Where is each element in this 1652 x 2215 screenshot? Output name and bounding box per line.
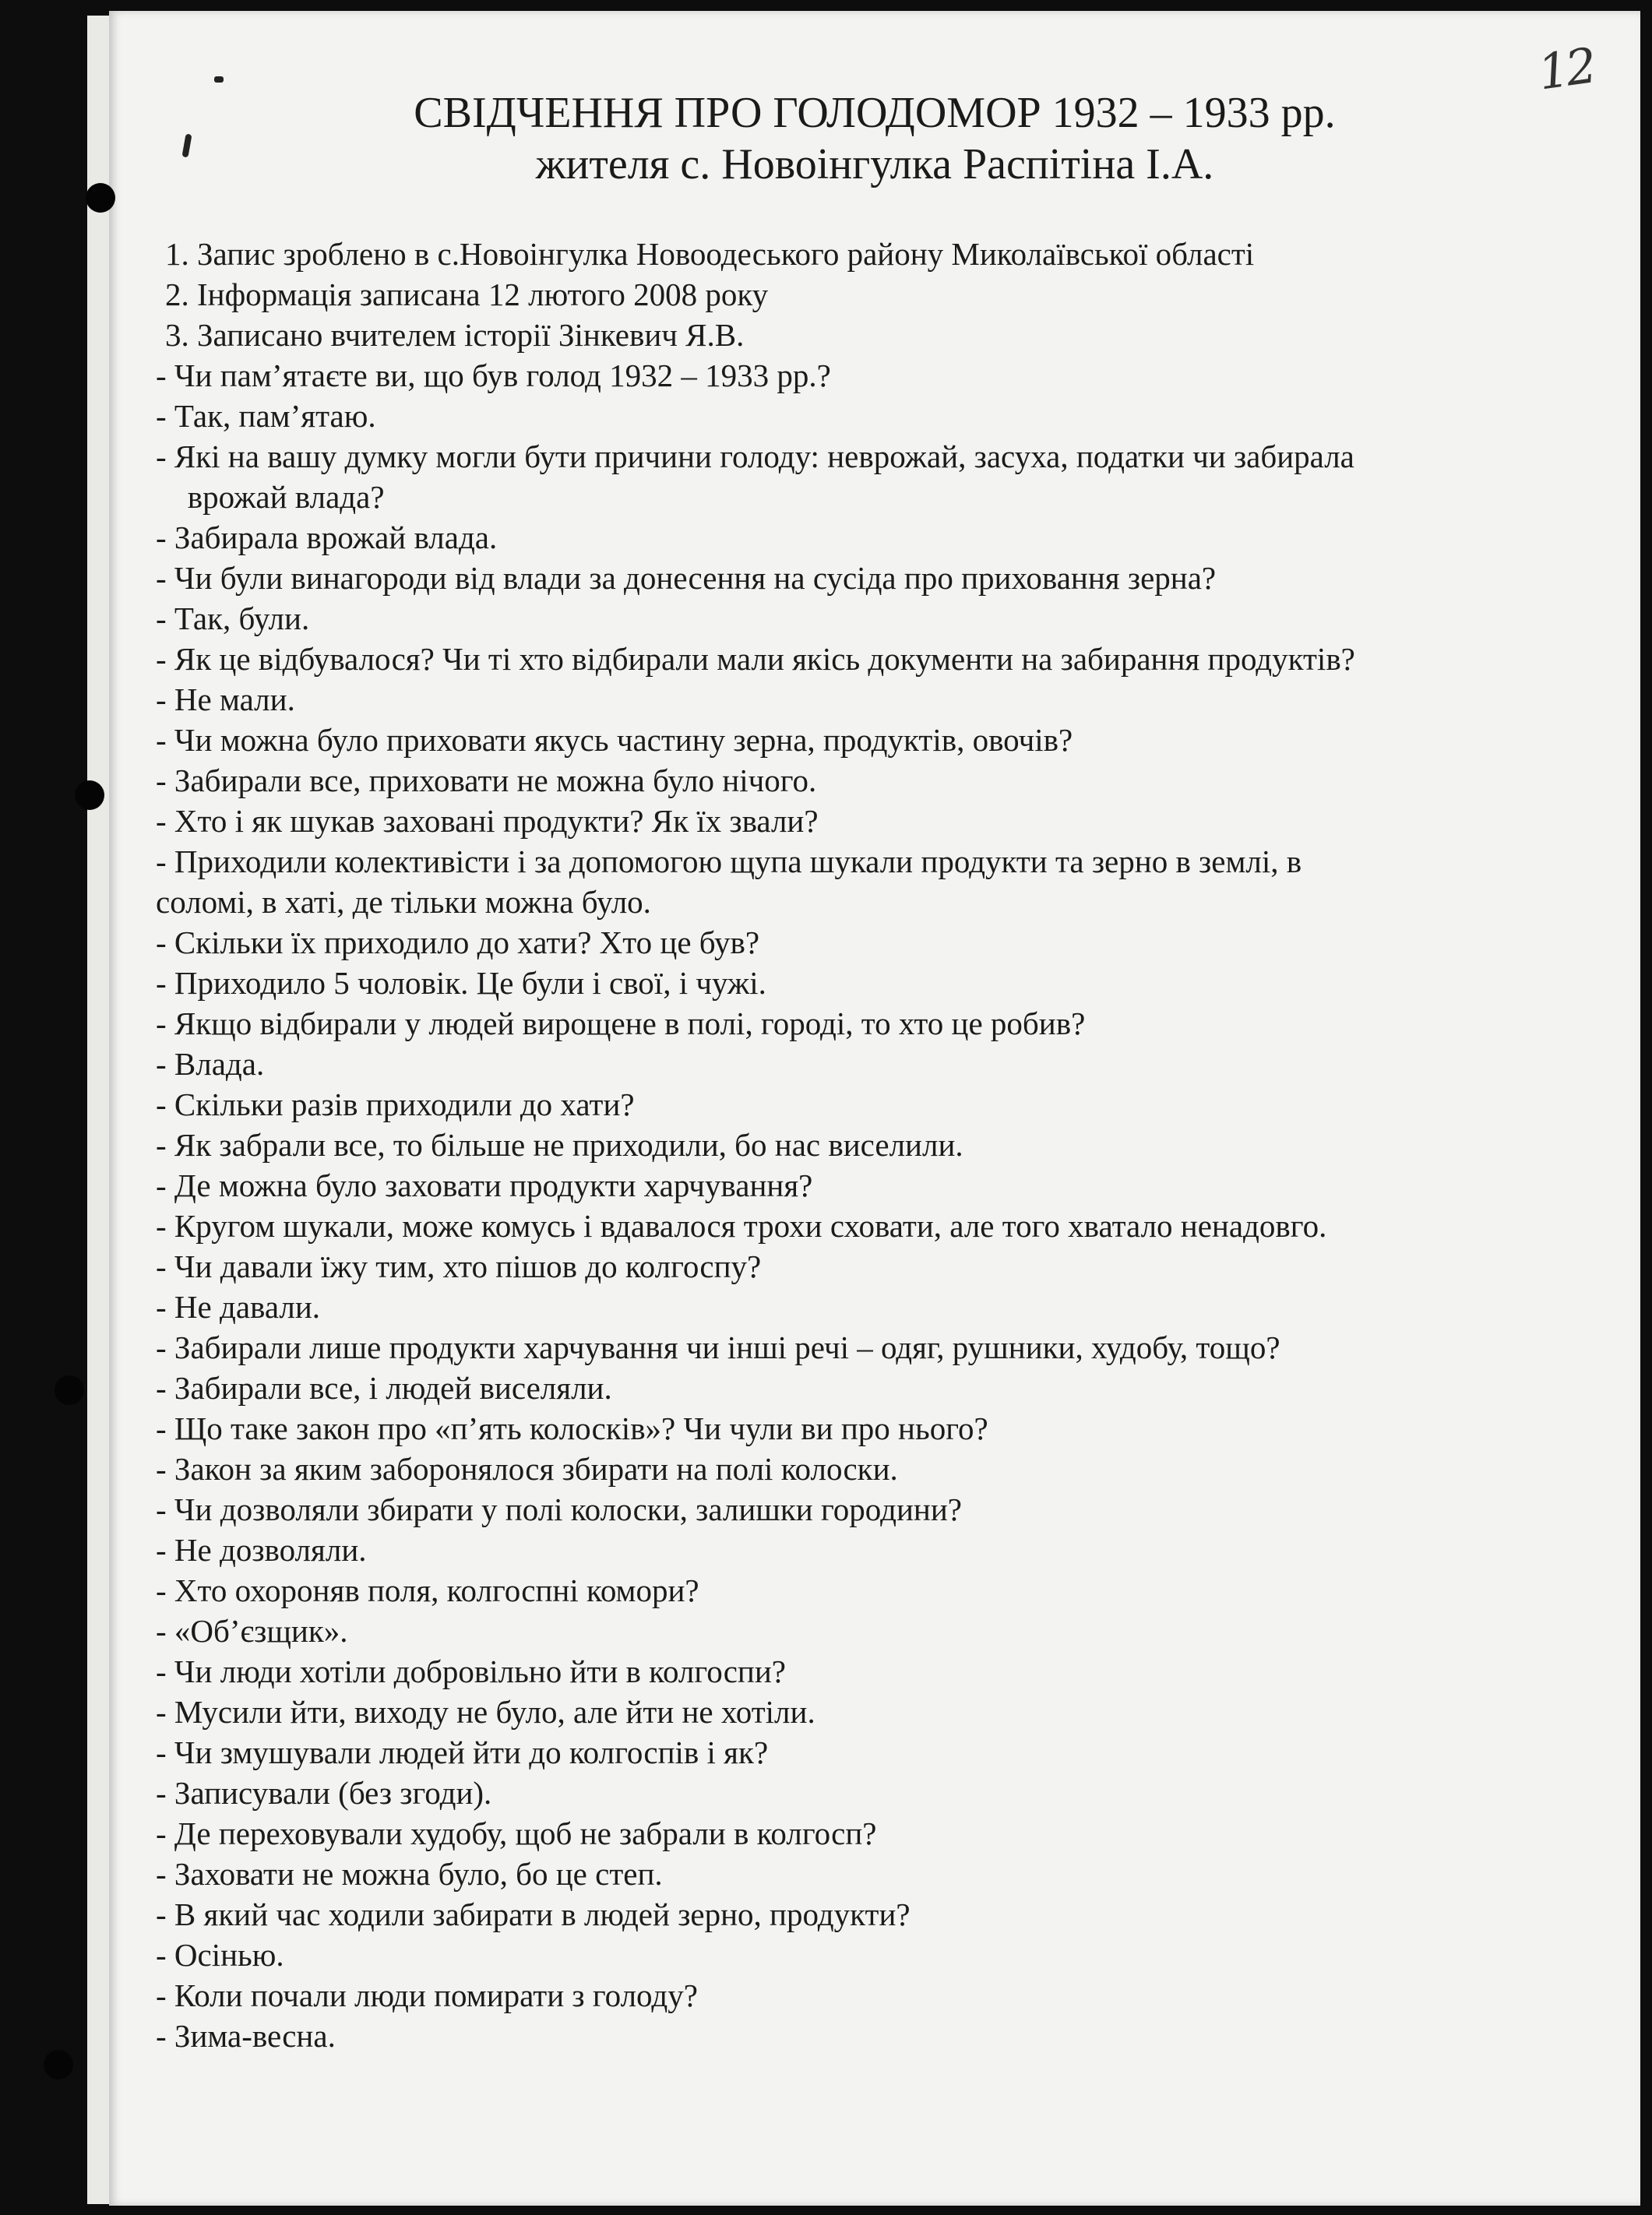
text-line: врожай влада? — [164, 479, 385, 515]
text-line: - Що таке закон про «п’ять колосків»? Чи чули ви про нього? — [156, 1410, 988, 1446]
text-line: - Забирали лише продукти харчування чи інші речі – одяг, рушники, худобу, тощо? — [156, 1329, 1280, 1365]
text-line: - Які на вашу думку могли бути причини голоду: неврожай, засуха, податки чи забирала — [156, 438, 1354, 474]
text-line: - Чи були винагороди від влади за донесення на сусіда про приховання зерна? — [156, 560, 1217, 596]
text-line: - Чи люди хотіли добровільно йти в колгоспи? — [156, 1653, 786, 1689]
underlying-sheet-edge — [87, 16, 111, 2204]
text-line: - Забирала врожай влада. — [156, 519, 498, 555]
text-line: - Так, були. — [156, 600, 310, 636]
text-line: - Хто охороняв поля, колгоспні комори? — [156, 1572, 699, 1608]
text-line: - Коли почали люди помирати з голоду? — [156, 1977, 698, 2013]
text-line: - Влада. — [156, 1046, 265, 1082]
text-line: - Чи можна було приховати якусь частину зерна, продуктів, овочів? — [156, 722, 1073, 758]
text-line: - Як це відбувалося? Чи ті хто відбирали мали якісь документи на забирання продуктів? — [156, 641, 1355, 677]
text-line: - Чи змушували людей йти до колгоспів і як? — [156, 1734, 769, 1770]
title-line-1: СВІДЧЕННЯ ПРО ГОЛОДОМОР 1932 – 1933 рр. — [414, 89, 1336, 137]
text-line: - Забирали все, приховати не можна було нічого. — [156, 762, 817, 798]
text-line: - Де можна було заховати продукти харчування? — [156, 1167, 813, 1203]
text-line: - Так, пам’ятаю. — [156, 398, 376, 434]
ink-speck-1 — [214, 76, 224, 83]
text-line: 1. Запис зроблено в с.Новоінгулка Новоодеського району Миколаївської області — [165, 236, 1255, 272]
title-line-2: жителя с. Новоінгулка Распітіна І.А. — [535, 140, 1214, 188]
text-line: - Чи дозволяли збирати у полі колоски, залишки городини? — [156, 1491, 962, 1527]
text-line: - Де переховували худобу, щоб не забрали в колгосп? — [156, 1815, 877, 1851]
text-line: - Як забрали все, то більше не приходили, бо нас виселили. — [156, 1127, 963, 1163]
text-line: - Заховати не можна було, бо це степ. — [156, 1856, 663, 1892]
text-line: - Приходило 5 чоловік. Це були і свої, і чужі. — [156, 965, 766, 1001]
text-line: - Записували (без згоди). — [156, 1775, 492, 1811]
text-line: - Мусили йти, виходу не було, але йти не хотіли. — [156, 1694, 815, 1730]
text-line: - Хто і як шукав заховані продукти? Як їх звали? — [156, 803, 819, 839]
text-line: - Приходили колективісти і за допомогою щупа шукали продукти та зерно в землі, в — [156, 843, 1302, 879]
text-line: 2. Інформація записана 12 лютого 2008 року — [165, 276, 769, 312]
text-line: - «Об’єзщик». — [156, 1613, 348, 1649]
text-line: - Закон за яким заборонялося збирати на полі колоски. — [156, 1451, 898, 1487]
text-line: - Чи пам’ятаєте ви, що був голод 1932 – 1933 рр.? — [156, 357, 831, 393]
text-line: - Не мали. — [156, 681, 295, 717]
text-line: - Осінью. — [156, 1937, 284, 1973]
text-line: - Кругом шукали, може комусь і вдавалося трохи сховати, але того хватало ненадовго. — [156, 1208, 1327, 1244]
text-line: соломі, в хаті, де тільки можна було. — [156, 884, 651, 920]
text-line: - Забирали все, і людей виселяли. — [156, 1370, 612, 1406]
punch-hole-4 — [44, 2050, 73, 2079]
punch-hole-2 — [75, 780, 104, 810]
document-title — [109, 87, 1640, 190]
text-line: - Скільки їх приходило до хати? Хто це був? — [156, 924, 760, 960]
testimony-body — [140, 234, 1620, 2056]
handwritten-page-number: 12 — [1534, 37, 1597, 101]
text-line: - В який час ходили забирати в людей зерно, продукти? — [156, 1896, 911, 1932]
punch-hole-3 — [55, 1375, 84, 1405]
text-line: - Зима-весна. — [156, 2018, 336, 2054]
text-line: - Не дозволяли. — [156, 1532, 367, 1568]
text-line: - Якщо відбирали у людей вирощене в полі, городі, то хто це робив? — [156, 1005, 1086, 1041]
text-line: - Скільки разів приходили до хати? — [156, 1086, 635, 1122]
text-line: - Не давали. — [156, 1289, 321, 1325]
text-line: - Чи давали їжу тим, хто пішов до колгоспу? — [156, 1248, 762, 1284]
text-line: 3. Записано вчителем історії Зінкевич Я.В. — [165, 317, 745, 353]
